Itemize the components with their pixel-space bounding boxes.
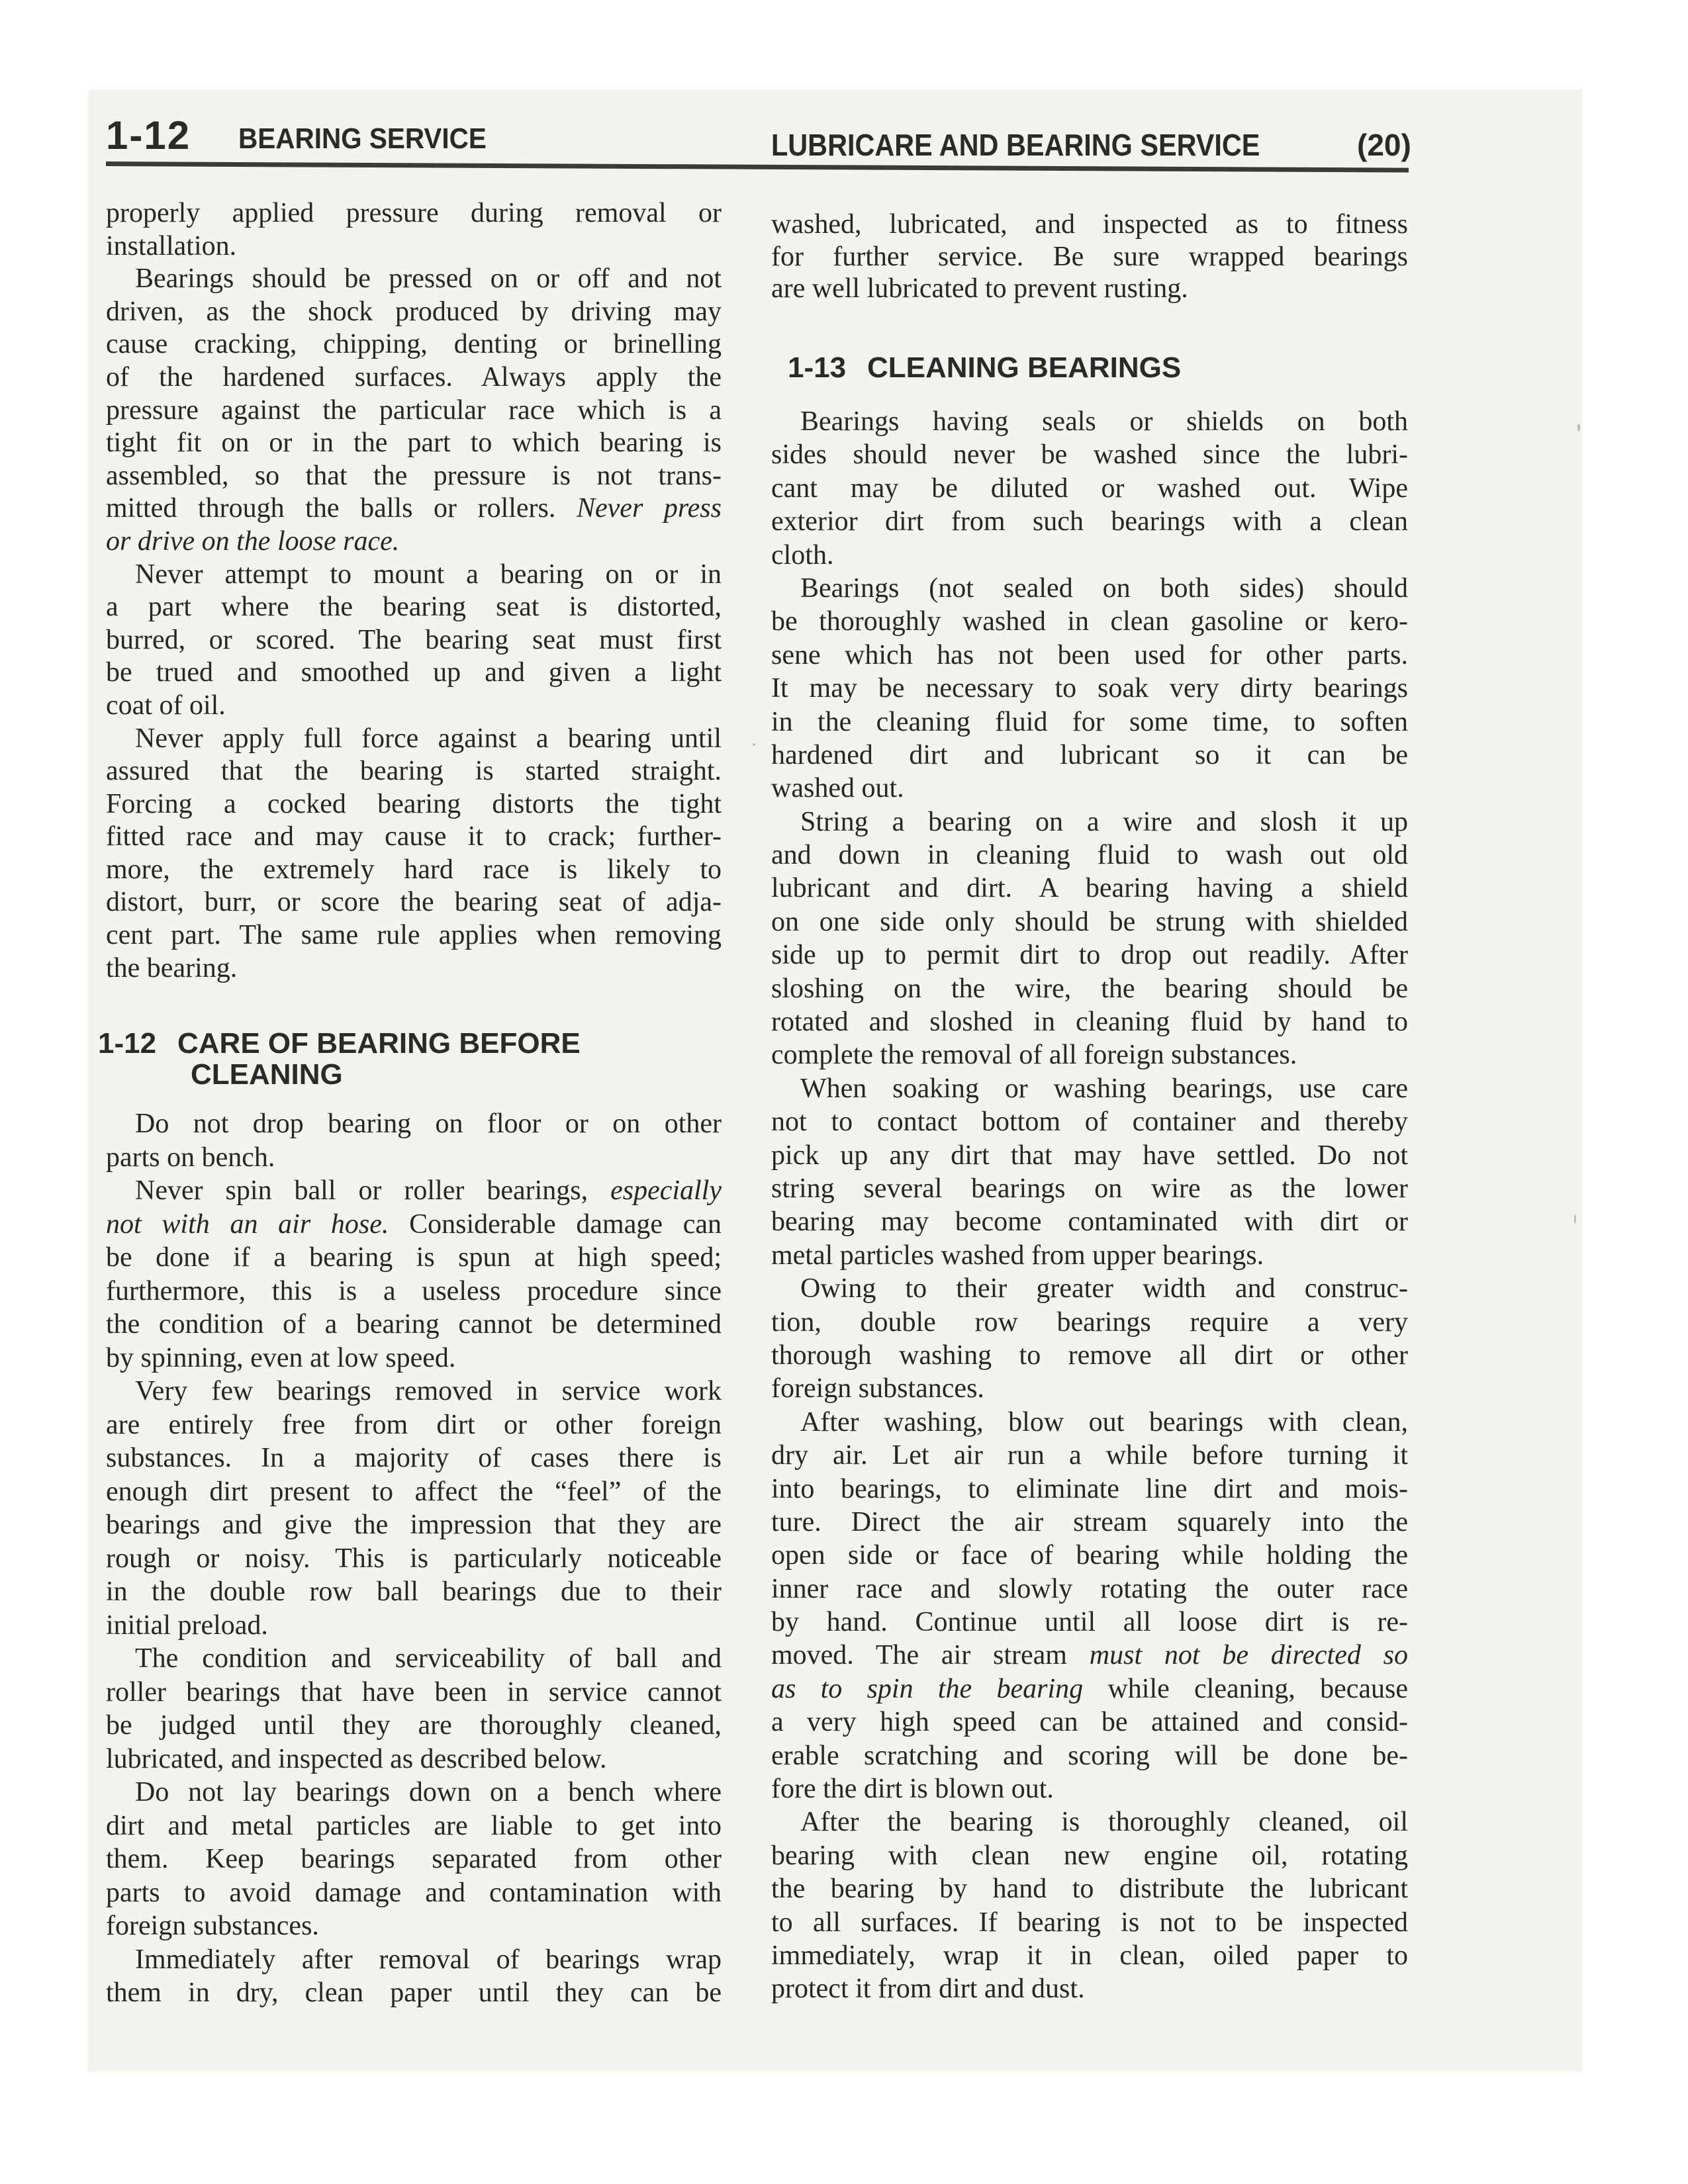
text-line: side up to permit dirt to drop out readily. After (771, 940, 1408, 971)
section-heading-1-13 (788, 352, 1181, 383)
header-left-title: BEARING SERVICE (238, 122, 487, 155)
text-line: a very high speed can be attained and consid- (771, 1707, 1408, 1738)
paragraph (771, 805, 1408, 1072)
text-line: washed out. (771, 773, 904, 804)
text-line (771, 1672, 1408, 1706)
text-line: cloth. (771, 539, 834, 570)
text-line: Immediately after removal of bearings wrap (135, 1944, 722, 1975)
text-line: pressure against the particular race which is a (106, 394, 722, 426)
text-line: the bearing by hand to distribute the lubricant (771, 1874, 1408, 1905)
text-line: into bearings, to eliminate line dirt and mois- (771, 1473, 1408, 1504)
text-line: tion, double row bearings require a very (771, 1306, 1408, 1338)
text-segment: while cleaning, because (1083, 1673, 1409, 1704)
text-line: the condition of a bearing cannot be determined (106, 1309, 722, 1340)
text-line: immediately, wrap it in clean, oiled paper to (771, 1940, 1408, 1971)
right-column-text-a (771, 208, 1408, 305)
text-line: in the cleaning fluid for some time, to soften (771, 706, 1408, 737)
text-line: erable scratching and scoring will be done be- (771, 1740, 1408, 1771)
paragraph (106, 1375, 722, 1642)
text-line: parts to avoid damage and contamination with (106, 1877, 722, 1908)
text-line (106, 1208, 722, 1242)
paragraph (771, 1072, 1408, 1272)
paragraph (106, 1174, 722, 1375)
text-line: After the bearing is thoroughly cleaned, oil (800, 1807, 1408, 1838)
text-line: are well lubricated to prevent rusting. (771, 273, 1188, 304)
text-line: a part where the bearing seat is distorted, (106, 592, 722, 623)
italic-text: must not be directed so (1089, 1640, 1408, 1671)
text-line: Never attempt to mount a bearing on or in (135, 559, 722, 590)
text-segment: mitted through the balls or rollers. (106, 493, 577, 524)
section-title-line2: CLEANING (191, 1058, 343, 1091)
text-line: installation. (106, 230, 237, 261)
text-line: rough or noisy. This is particularly noticeable (106, 1543, 722, 1574)
text-line: roller bearings that have been in service cannot (106, 1676, 722, 1707)
paragraph (771, 208, 1408, 305)
text-line: sloshing on the wire, the bearing should be (771, 973, 1408, 1004)
right-column-text-b (771, 405, 1408, 2006)
text-line: of the hardened surfaces. Always apply the (106, 361, 722, 392)
text-line: lubricant and dirt. A bearing having a shield (771, 873, 1408, 904)
paragraph (106, 197, 722, 263)
text-line: ture. Direct the air stream squarely into the (771, 1506, 1408, 1537)
text-line: inner race and slowly rotating the outer race (771, 1573, 1408, 1604)
text-line: enough dirt present to affect the “feel” of the (106, 1476, 722, 1507)
paragraph (106, 559, 722, 723)
text-line: fitted race and may cause it to crack; further- (106, 821, 722, 852)
text-line: driven, as the shock produced by driving may (106, 296, 722, 327)
text-line: assembled, so that the pressure is not trans- (106, 460, 722, 491)
text-line: complete the removal of all foreign substances. (771, 1040, 1297, 1071)
text-line: Bearings (not sealed on both sides) should (800, 572, 1408, 604)
text-line: After washing, blow out bearings with clean, (800, 1406, 1408, 1437)
scan-speck (753, 743, 755, 746)
text-line: metal particles washed from upper bearings. (771, 1240, 1264, 1271)
text-line: Very few bearings removed in service work (135, 1376, 722, 1406)
text-line: the bearing. (106, 952, 238, 983)
section-number: 1-12 (98, 1027, 157, 1060)
paragraph (106, 263, 722, 558)
text-line: be judged until they are thoroughly cleaned, (106, 1710, 722, 1741)
text-line: and down in cleaning fluid to wash out old (771, 840, 1408, 871)
text-line: The condition and serviceability of ball and (135, 1643, 722, 1674)
text-line: more, the extremely hard race is likely to (106, 854, 722, 885)
text-line: sene which has not been used for other parts. (771, 639, 1408, 670)
text-line: foreign substances. (771, 1373, 984, 1404)
text-line: them. Keep bearings separated from other (106, 1844, 722, 1874)
section-number: 1-13 (788, 351, 847, 384)
text-line: thorough washing to remove all dirt or other (771, 1340, 1408, 1371)
text-line: distort, burr, or score the bearing seat of adja- (106, 887, 722, 918)
italic-text: not with an air hose. (106, 1208, 389, 1240)
text-line: cause cracking, chipping, denting or brinelling (106, 329, 722, 360)
text-line: dry air. Let air run a while before turning it (771, 1440, 1408, 1471)
text-line: washed, lubricated, and inspected as to fitness (771, 209, 1408, 240)
text-line: open side or face of bearing while holding the (771, 1540, 1408, 1571)
text-line: lubricated, and inspected as described below. (106, 1743, 607, 1774)
paragraph (771, 405, 1408, 572)
text-line: to all surfaces. If bearing is not to be inspected (771, 1907, 1408, 1938)
text-line: coat of oil. (106, 690, 226, 721)
text-line: not to contact bottom of container and thereby (771, 1107, 1408, 1138)
scan-speck (1574, 1214, 1576, 1224)
text-line: hardened dirt and lubricant so it can be (771, 739, 1408, 770)
text-line: be done if a bearing is spun at high speed; (106, 1242, 722, 1273)
text-line: be thoroughly washed in clean gasoline or kero- (771, 606, 1408, 637)
text-line: Do not lay bearings down on a bench where (135, 1777, 722, 1807)
scan-speck (1577, 424, 1580, 432)
text-line: pick up any dirt that may have settled. Do not (771, 1140, 1408, 1171)
header-right-title: LUBRICARE AND BEARING SERVICE (771, 128, 1260, 162)
text-line: exterior dirt from such bearings with a clean (771, 506, 1408, 537)
text-line (106, 492, 722, 525)
text-line: parts on bench. (106, 1142, 275, 1173)
text-line: foreign substances. (106, 1911, 319, 1941)
text-line: bearing may become contaminated with dirt or (771, 1206, 1408, 1238)
text-line: by spinning, even at low speed. (106, 1342, 456, 1373)
text-line (106, 525, 722, 559)
text-line: When soaking or washing bearings, use care (800, 1073, 1408, 1104)
text-line: on one side only should be strung with shielded (771, 906, 1408, 937)
text-line: string several bearings on wire as the lower (771, 1173, 1408, 1204)
text-line: fore the dirt is blown out. (771, 1774, 1054, 1805)
italic-text: Never press (577, 493, 722, 524)
text-line: are entirely free from dirt or other foreign (106, 1409, 722, 1440)
text-line: Bearings having seals or shields on both (800, 406, 1408, 437)
text-line: them in dry, clean paper until they can be (106, 1978, 722, 2008)
header-section-number: 1-12 (106, 113, 191, 158)
paragraph (106, 1776, 722, 1943)
text-line: initial preload. (106, 1610, 268, 1641)
left-column-text-b (106, 1107, 722, 2010)
section-heading-1-12 (98, 1028, 581, 1090)
italic-text: especially (610, 1175, 722, 1206)
text-line: assured that the bearing is started straight. (106, 756, 722, 787)
text-line: by hand. Continue until all loose dirt is re- (771, 1607, 1408, 1638)
paragraph (106, 1107, 722, 1174)
text-line: in the double row ball bearings due to their (106, 1576, 722, 1607)
paragraph (106, 1943, 722, 2010)
text-line: be trued and smoothed up and given a light (106, 657, 722, 688)
text-line: cent part. The same rule applies when removing (106, 920, 722, 951)
text-line: furthermore, this is a useless procedure since (106, 1275, 722, 1306)
text-line: Do not drop bearing on floor or on other (135, 1109, 722, 1139)
header-page-number: (20) (1357, 128, 1411, 162)
text-segment: Never spin ball or roller bearings, (135, 1175, 611, 1206)
paragraph (771, 1805, 1408, 2005)
text-line: for further service. Be sure wrapped bearings (771, 241, 1408, 272)
text-line (771, 1639, 1408, 1672)
text-line: burred, or scored. The bearing seat must first (106, 624, 722, 655)
text-line: bearings and give the impression that they are (106, 1510, 722, 1540)
text-segment: moved. The air stream (771, 1640, 1090, 1671)
text-line: sides should never be washed since the lubri- (771, 439, 1408, 471)
text-line: Bearings should be pressed on or off and not (135, 263, 722, 295)
text-line: tight fit on or in the part to which bearing is (106, 428, 722, 459)
text-line: String a bearing on a wire and slosh it up (800, 806, 1408, 837)
text-line (106, 1174, 722, 1208)
paragraph (771, 1272, 1408, 1406)
text-line: properly applied pressure during removal or (106, 198, 722, 228)
paragraph (106, 1642, 722, 1776)
text-line: It may be necessary to soak very dirty bearings (771, 673, 1408, 704)
paragraph (771, 1406, 1408, 1806)
text-line: Never apply full force against a bearing until (135, 723, 722, 754)
text-line: dirt and metal particles are liable to get into (106, 1810, 722, 1841)
section-title: CLEANING BEARINGS (867, 351, 1182, 384)
italic-text: or drive on the loose race. (106, 525, 400, 557)
text-line: cant may be diluted or washed out. Wipe (771, 473, 1408, 504)
italic-text: as to spin the bearing (771, 1673, 1084, 1704)
text-segment: Considerable damage can (389, 1208, 722, 1240)
section-title-line1: CARE OF BEARING BEFORE (177, 1027, 581, 1060)
paragraph (771, 572, 1408, 805)
left-column-text-a (106, 197, 722, 985)
text-line: protect it from dirt and dust. (771, 1974, 1085, 2005)
text-line: Owing to their greater width and construc- (800, 1273, 1408, 1304)
text-line: Forcing a cocked bearing distorts the tight (106, 788, 722, 819)
text-line: substances. In a majority of cases there is (106, 1443, 722, 1473)
text-line: bearing with clean new engine oil, rotating (771, 1840, 1408, 1871)
text-line: rotated and sloshed in cleaning fluid by hand to (771, 1007, 1408, 1038)
paragraph (106, 723, 722, 985)
